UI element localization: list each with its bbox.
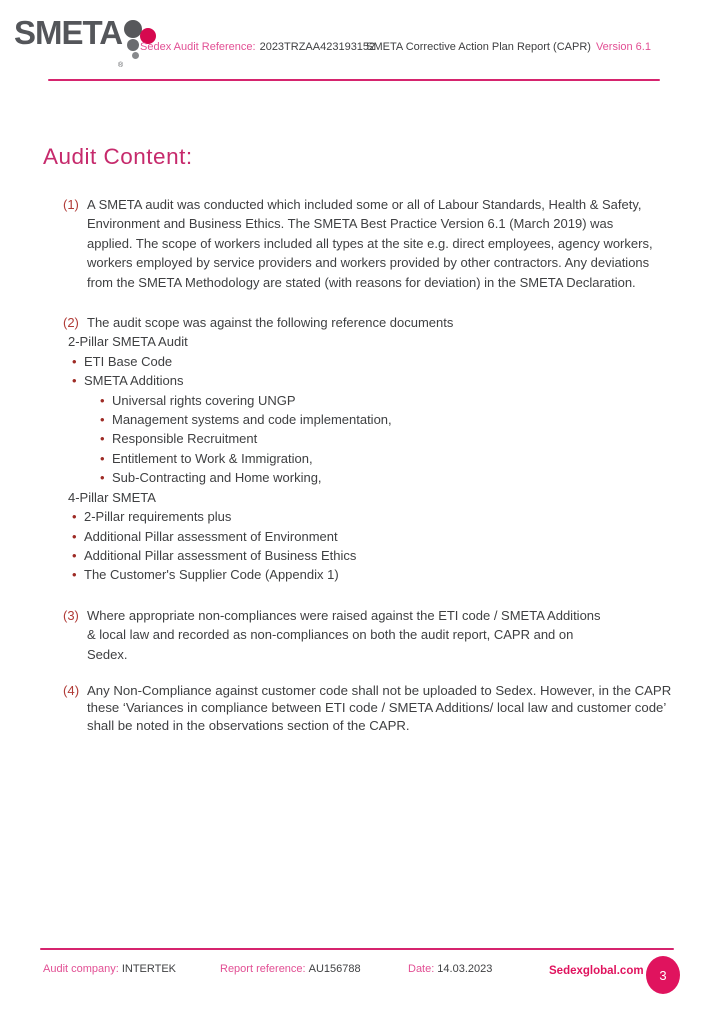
list-item: • Additional Pillar assessment of Environment xyxy=(72,527,703,546)
report-reference-value: AU156788 xyxy=(308,963,361,975)
item-number: (3) xyxy=(63,607,79,623)
item-text: The audit scope was against the following reference documents xyxy=(87,315,454,331)
page-number: 3 xyxy=(659,967,667,983)
two-pillar-title: 2-Pillar SMETA Audit xyxy=(68,334,188,350)
logo-dot-gray-small-icon xyxy=(132,52,139,59)
audit-content-body xyxy=(63,195,703,734)
item-number: (2) xyxy=(63,315,79,331)
audit-content-item-3 xyxy=(63,606,703,664)
version-label: Version 6.1 xyxy=(595,41,651,53)
audit-content-item-2 xyxy=(63,313,703,332)
sedexglobal-link[interactable]: Sedexglobal.com xyxy=(549,965,644,977)
audit-content-item-4 xyxy=(63,682,703,734)
item-number: (4) xyxy=(63,682,80,698)
two-pillar-list xyxy=(72,352,703,391)
list-item: • Responsible Recruitment xyxy=(100,429,703,448)
footer-date xyxy=(408,963,492,975)
logo-dot-gray-medium-icon xyxy=(127,39,139,51)
four-pillar-title: 4-Pillar SMETA xyxy=(68,489,156,505)
audit-company-label: Audit company: xyxy=(43,963,119,975)
smeta-logo xyxy=(14,14,124,69)
list-item: • Sub-Contracting and Home working, xyxy=(100,468,703,487)
list-item: • Universal rights covering UNGP xyxy=(100,391,703,410)
list-item: • ETI Base Code xyxy=(72,352,703,371)
date-label: Date: xyxy=(408,963,435,975)
report-reference-label: Report reference: xyxy=(220,963,306,975)
list-item: • Additional Pillar assessment of Business Ethics xyxy=(72,546,703,565)
header-divider-rule xyxy=(48,79,660,81)
list-item: • The Customer's Supplier Code (Appendix 1) xyxy=(72,565,703,584)
page-title: Audit Content: xyxy=(43,144,193,169)
footer-report-reference xyxy=(220,963,361,975)
footer-divider-rule xyxy=(40,948,674,950)
list-item: • SMETA Additions xyxy=(72,371,703,390)
page-number-badge xyxy=(646,956,680,994)
four-pillar-list xyxy=(72,507,703,585)
audit-company-value: INTERTEK xyxy=(121,963,177,975)
report-title: SMETA Corrective Action Plan Report (CAPR) xyxy=(366,41,591,53)
list-item: • Management systems and code implementation, xyxy=(100,410,703,429)
footer-audit-company xyxy=(43,963,176,975)
audit-reference-label: Sedex Audit Reference: xyxy=(140,41,256,53)
list-item: • 2-Pillar requirements plus xyxy=(72,507,703,526)
smeta-logo-text: SMETA xyxy=(14,14,123,51)
date-value: 14.03.2023 xyxy=(437,963,493,975)
header-reference-line xyxy=(140,40,651,54)
list-item: • Entitlement to Work & Immigration, xyxy=(100,449,703,468)
item-number: (1) xyxy=(63,197,79,212)
audit-reference-value: 2023TRZAA423193152 xyxy=(259,41,376,53)
item-text: A SMETA audit was conducted which included some or all of Labour Standards, Health & Safety, Environment and Business Ethics. The SMETA Best Practice Version 6.1 (March 2019) was applied. The scope of workers included all types at the site e.g. direct employees, agency workers, workers employed by service providers and workers provided by other contractors. Any deviations from the SMETA Methodology are stated (with reasons for deviation) in the SMETA Declaration. xyxy=(87,197,653,290)
item-text: Where appropriate non-compliances were raised against the ETI code / SMETA Additions & local law and recorded as non-compliances on both the audit report, CAPR and on Sedex. xyxy=(87,607,601,662)
registered-trademark-icon: ® xyxy=(118,62,124,69)
item-text: Any Non-Compliance against customer code shall not be uploaded to Sedex. However, in the CAPR these ‘Variances in compliance between ETI code / SMETA Additions/ local law and customer code’ shall be noted in the observations section of the CAPR. xyxy=(87,682,672,733)
audit-content-item-1 xyxy=(63,195,703,292)
smeta-additions-sublist xyxy=(100,391,703,488)
